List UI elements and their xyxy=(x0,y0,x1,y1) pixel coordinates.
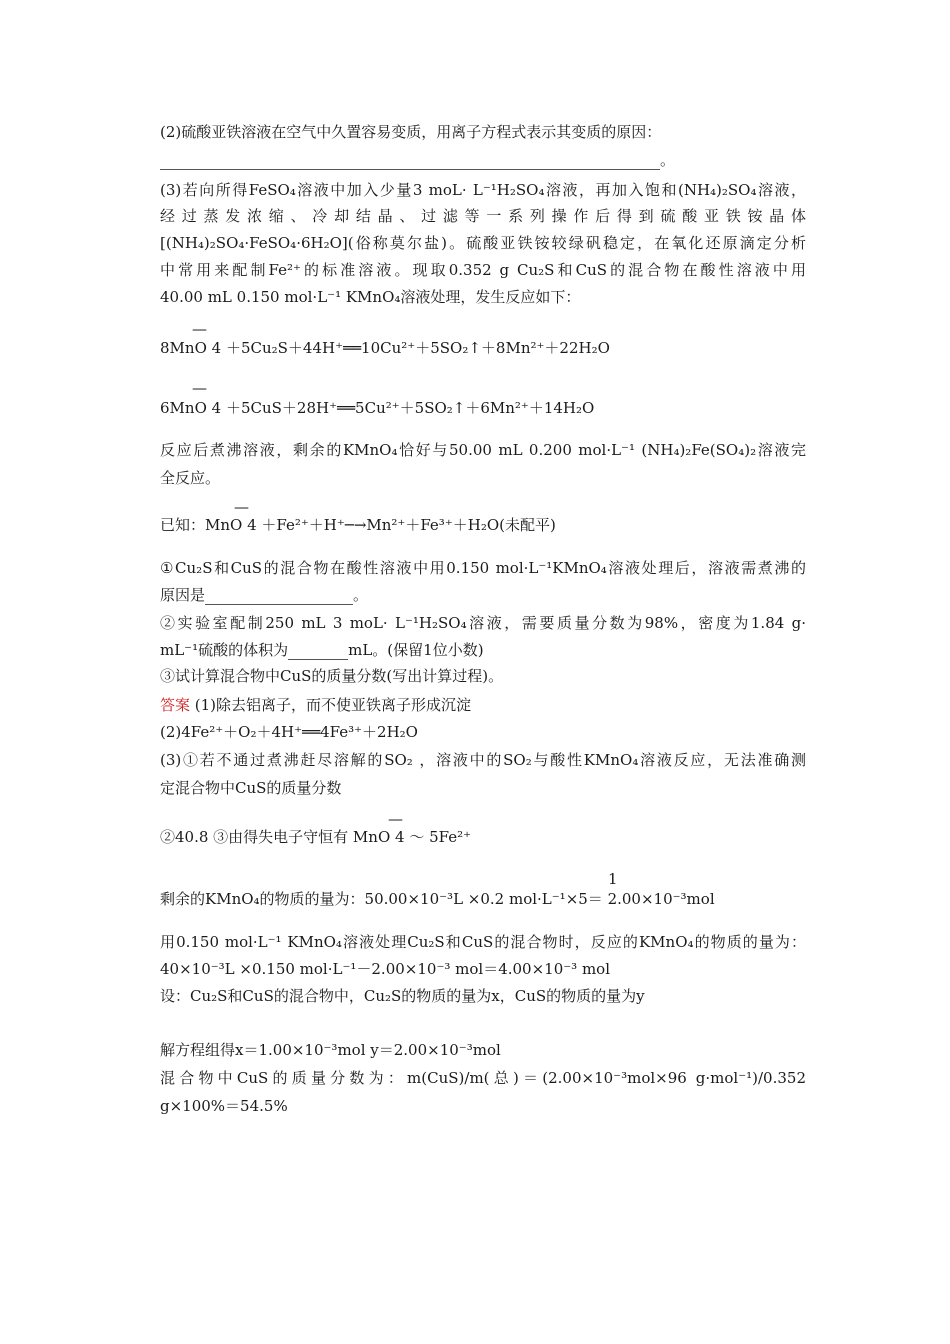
subquestion-1-line-2 xyxy=(160,585,368,605)
subquestion-2-prefix: mL⁻¹硫酸的体积为 xyxy=(160,641,289,659)
answer-6: 用0.150 mol·L⁻¹ KMnO₄溶液处理Cu₂S和CuS的混合物时，反应的KMnO₄的物质的量为： xyxy=(160,933,806,951)
question-3-line-7: 全反应。 xyxy=(160,469,221,487)
answer-3-line-1: (3)①若不通过煮沸赶尽溶解的SO₂ ，溶液中的SO₂与酸性KMnO₄溶液反应，无法准确测 xyxy=(160,751,806,769)
answer-1: (1)除去铝离子，而不使亚铁离子形成沉淀 xyxy=(190,696,472,714)
question-3-line-2: 经过蒸发浓缩、冷却结晶、过滤等一系列操作后得到硫酸亚铁铵晶体 xyxy=(160,207,806,225)
equation-2: 6MnO 4 ＋5CuS＋28H⁺══5Cu²⁺＋5SO₂↑＋6Mn²⁺＋14H₂O xyxy=(160,399,595,417)
answer-line-1 xyxy=(160,695,471,715)
answer-2: (2)4Fe²⁺＋O₂＋4H⁺══4Fe³⁺＋2H₂O xyxy=(160,723,418,741)
answer-blank xyxy=(160,153,660,170)
subquestion-1-suffix: 。 xyxy=(353,586,369,604)
subquestion-1-line-1: ①Cu₂S和CuS的混合物在酸性溶液中用0.150 mol·L⁻¹KMnO₄溶液处理后，溶液需煮沸的 xyxy=(160,559,806,577)
question-3-line-4: 中常用来配制Fe²⁺的标准溶液。现取0.352 g Cu₂S和CuS的混合物在酸性溶液中用 xyxy=(160,261,806,279)
question-3-line-3: [(NH₄)₂SO₄·FeSO₄·6H₂O](俗称莫尔盐)。硫酸亚铁铵较绿矾稳定，在氧化还原滴定分析 xyxy=(160,234,806,252)
known-equation: 已知：MnO 4 ＋Fe²⁺＋H⁺─→Mn²⁺＋Fe³⁺＋H₂O(未配平) xyxy=(160,516,556,534)
question-3-line-1: (3)若向所得FeSO₄溶液中加入少量3 moL· L⁻¹H₂SO₄溶液，再加入饱和(NH₄)₂SO₄溶液， xyxy=(160,181,806,199)
fraction-numerator: 1 xyxy=(608,870,618,888)
subquestion-2-suffix: mL。(保留1位小数) xyxy=(348,641,484,659)
question-2-text: (2)硫酸亚铁溶液在空气中久置容易变质，用离子方程式表示其变质的原因： xyxy=(160,123,662,141)
answer-5: 剩余的KMnO₄的物质的量为：50.00×10⁻³L ×0.2 mol·L⁻¹×5＝ 2.00×10⁻³mol xyxy=(160,890,715,908)
answer-blank xyxy=(288,643,348,660)
answer-3-line-2: 定混合物中CuS的质量分数 xyxy=(160,779,342,797)
question-2-answer-line xyxy=(160,150,675,170)
question-3-line-5: 40.00 mL 0.150 mol·L⁻¹ KMnO₄溶液处理，发生反应如下： xyxy=(160,288,581,306)
answer-blank xyxy=(205,588,353,605)
subquestion-3: ③试计算混合物中CuS的质量分数(写出计算过程)。 xyxy=(160,667,504,685)
answer-4-charge-bar: — xyxy=(388,810,403,828)
subquestion-1-prefix: 原因是 xyxy=(160,586,206,604)
answer-7: 40×10⁻³L ×0.150 mol·L⁻¹－2.00×10⁻³ mol＝4.00×10⁻³ mol xyxy=(160,960,611,978)
answer-label: 答案 xyxy=(160,696,191,714)
answer-11: g×100%＝54.5% xyxy=(160,1097,288,1115)
answer-4: ②40.8 ③由得失电子守恒有 MnO 4 ～ 5Fe²⁺ xyxy=(160,828,472,846)
equation-2-charge-bar: — xyxy=(192,379,207,397)
known-charge-bar: — xyxy=(234,498,249,516)
question-3-line-6: 反应后煮沸溶液，剩余的KMnO₄恰好与50.00 mL 0.200 mol·L⁻¹ (NH₄)₂Fe(SO₄)₂溶液完 xyxy=(160,441,806,459)
equation-1-charge-bar: — xyxy=(192,320,207,338)
answer-9: 解方程组得x＝1.00×10⁻³mol y＝2.00×10⁻³mol xyxy=(160,1041,501,1059)
subquestion-2-line-2 xyxy=(160,640,484,660)
answer-8: 设：Cu₂S和CuS的混合物中，Cu₂S的物质的量为x，CuS的物质的量为y xyxy=(160,987,645,1005)
equation-1: 8MnO 4 ＋5Cu₂S＋44H⁺══10Cu²⁺＋5SO₂↑＋8Mn²⁺＋22H₂O xyxy=(160,339,610,357)
blank-end-punct: 。 xyxy=(660,151,676,169)
answer-10: 混合物中CuS的质量分数为：m(CuS)/m(总)＝(2.00×10⁻³mol×96 g·mol⁻¹)/0.352 xyxy=(160,1069,806,1087)
subquestion-2-line-1: ②实验室配制250 mL 3 moL· L⁻¹H₂SO₄溶液，需要质量分数为98%，密度为1.84 g· xyxy=(160,614,806,632)
